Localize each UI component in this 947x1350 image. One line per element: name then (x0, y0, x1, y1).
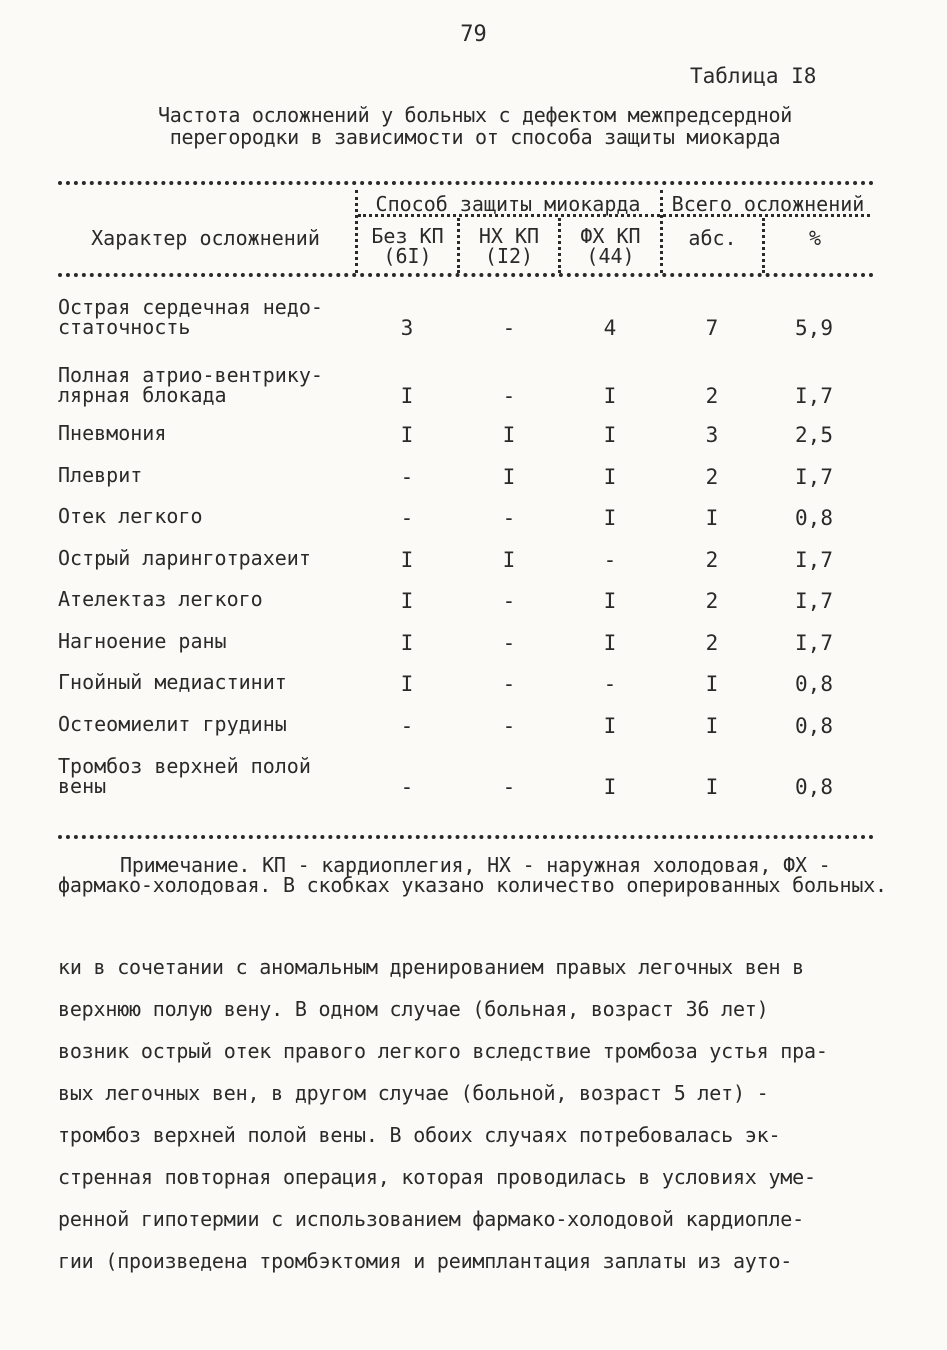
table-cell: 2 (705, 548, 719, 572)
table-cell: 0,8 (795, 775, 833, 799)
table-header-rule (58, 273, 874, 277)
table-cell: 0,8 (795, 506, 833, 530)
table-cell: - (400, 775, 414, 799)
row-label: Тромбоз верхней полой вены (58, 754, 311, 798)
table-cell: I (502, 465, 516, 489)
row-label: Остеомиелит грудины (58, 712, 287, 736)
table-cell: 2 (705, 384, 719, 408)
table-cell: I (603, 465, 617, 489)
table-title-line: Частота осложнений у больных с дефектом межпредсердной (157, 103, 792, 127)
table-cell: I (603, 423, 617, 447)
table-cell: I (603, 631, 617, 655)
table-cell: I (705, 775, 719, 799)
header-col-bez-kp: Без КП (6I) (371, 224, 444, 268)
table-cell: I (400, 384, 414, 408)
page-number: 79 (460, 22, 487, 47)
body-line: гии (произведена тромбэктомия и реимплантация заплаты из ауто- (58, 1249, 793, 1273)
table-title (70, 104, 880, 148)
table-cell: 5,9 (795, 316, 833, 340)
table-cell: I (400, 589, 414, 613)
table-cell: I (603, 775, 617, 799)
table-cell: I,7 (795, 465, 833, 489)
body-line: вых легочных вен, в другом случае (больной, возраст 5 лет) - (58, 1081, 769, 1105)
header-total-group: Всего осложнений (671, 192, 865, 216)
row-label: Острая сердечная недо- статочность (58, 295, 323, 339)
row-label: Пневмония (58, 421, 167, 445)
table-cell: I (400, 548, 414, 572)
table-cell: - (502, 631, 516, 655)
table-cell: 2 (705, 631, 719, 655)
table-label: Таблица I8 (690, 64, 817, 88)
body-line: возник острый отек правого легкого вследствие тромбоза устья пра- (58, 1039, 828, 1063)
table-cell: I,7 (795, 631, 833, 655)
table-cell: I,7 (795, 589, 833, 613)
row-label: Плеврит (58, 463, 143, 487)
table-cell: I (603, 589, 617, 613)
row-label: Острый ларинготрахеит (58, 546, 311, 570)
table-cell: - (400, 465, 414, 489)
body-line: верхнюю полую вену. В одном случае (больная, возраст 36 лет) (58, 997, 769, 1021)
table-cell: - (502, 775, 516, 799)
header-col-percent: % (808, 226, 822, 250)
table-cell: I (705, 672, 719, 696)
table-cell: 4 (603, 316, 617, 340)
row-label: Отек легкого (58, 504, 203, 528)
row-label: Нагноение раны (58, 629, 227, 653)
header-col-nh-kp: НХ КП (I2) (478, 224, 540, 268)
table-cell: - (603, 548, 617, 572)
table-cell: I (400, 672, 414, 696)
header-complication: Характер осложнений (91, 226, 320, 250)
table-cell: - (502, 506, 516, 530)
table-cell: 0,8 (795, 672, 833, 696)
body-line: стренная повторная операция, которая проводилась в условиях уме- (58, 1165, 816, 1189)
table-cell: - (502, 589, 516, 613)
table-cell: I (400, 631, 414, 655)
table-cell: 2 (705, 589, 719, 613)
table-cell: - (400, 714, 414, 738)
table-cell: - (502, 384, 516, 408)
table-cell: I (705, 714, 719, 738)
table-cell: 3 (400, 316, 414, 340)
table-cell: I (502, 423, 516, 447)
table-cell: 3 (705, 423, 719, 447)
row-label: Полная атрио-вентрику- лярная блокада (58, 363, 323, 407)
table-cell: - (502, 714, 516, 738)
table-cell: - (603, 672, 617, 696)
header-col-abs: абс. (688, 226, 737, 250)
table-bottom-rule (58, 835, 874, 839)
table-cell: 0,8 (795, 714, 833, 738)
table-title-line: перегородки в зависимости от способа защиты миокарда (169, 125, 781, 149)
table-cell: I,7 (795, 548, 833, 572)
body-line: ки в сочетании с аномальным дренированием правых легочных вен в (58, 955, 804, 979)
header-method-group: Способ защиты миокарда (375, 192, 641, 216)
table-cell: I,7 (795, 384, 833, 408)
row-label: Ателектаз легкого (58, 587, 263, 611)
header-col-fh-kp: ФХ КП (44) (580, 224, 641, 268)
table-cell: - (502, 316, 516, 340)
body-line: тромбоз верхней полой вены. В обоих случаях потребовалась эк- (58, 1123, 781, 1147)
table-cell: I (603, 506, 617, 530)
body-line: ренной гипотермии с использованием фармако-холодовой кардиопле- (58, 1207, 804, 1231)
row-label: Гнойный медиастинит (58, 670, 287, 694)
table-cell: I (502, 548, 516, 572)
table-note: Примечание. КП - кардиоплегия, НХ - наружная холодовая, ФХ - фармако-холодовая. В скобках указано количество оперированных больных. (58, 853, 887, 897)
table-cell: I (705, 506, 719, 530)
table-cell: I (400, 423, 414, 447)
table-cell: 2,5 (795, 423, 833, 447)
table-cell: 2 (705, 465, 719, 489)
table-cell: I (603, 384, 617, 408)
table-cell: I (603, 714, 617, 738)
table-cell: 7 (705, 316, 719, 340)
table-cell: - (502, 672, 516, 696)
table-cell: - (400, 506, 414, 530)
table-top-rule (58, 181, 874, 185)
